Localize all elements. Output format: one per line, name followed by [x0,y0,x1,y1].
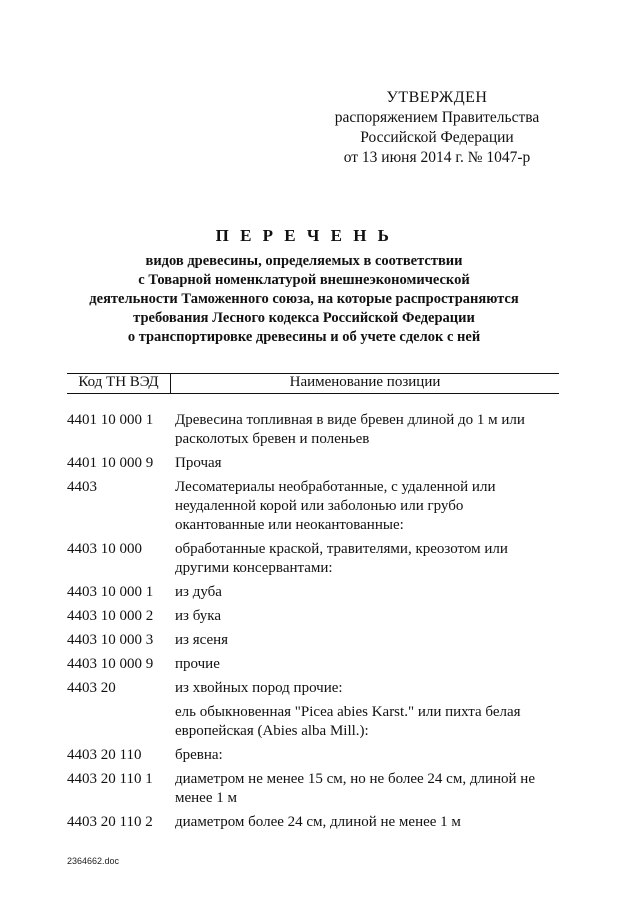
row-code: 4403 10 000 2 [67,608,154,624]
row-code: 4403 20 110 1 [67,771,153,787]
table-row [67,631,547,650]
table-row [67,583,547,602]
document-subtitle [0,252,608,347]
row-name: диаметром не менее 15 см, но не более 24 см, длиной не менее 1 м [175,771,535,806]
table-body [67,411,547,837]
row-code: 4403 20 110 [67,747,142,763]
column-header-code: Код ТН ВЭД [78,374,159,390]
row-name: бревна: [175,747,223,763]
subtitle-line: с Товарной номенклатурой внешнеэкономической [138,272,470,288]
approval-line: Российской Федерации [360,129,514,146]
row-code: 4403 20 [67,680,116,696]
table-row [67,679,547,698]
table-row [67,770,547,808]
row-code: 4401 10 000 9 [67,455,154,471]
subtitle-line: видов древесины, определяемых в соответствии [145,253,463,269]
document-title: П Е Р Е Ч Е Н Ь [215,226,393,245]
subtitle-line: о транспортировке древесины и об учете сделок с ней [127,329,481,345]
row-name: Лесоматериалы необработанные, с удаленной или неудаленной корой или заболонью или грубо окантованные или неокантованные: [175,479,496,533]
table-row [67,607,547,626]
footer-filename: 2364662.doc [67,856,120,866]
subtitle-line: деятельности Таможенного союза, на которые распространяются [89,291,519,307]
approval-title: УТВЕРЖДЕН [386,89,488,106]
column-header-name: Наименование позиции [289,374,441,390]
table-row [67,540,547,578]
table-header [67,373,559,394]
row-name: прочие [175,656,220,672]
table-row [67,478,547,535]
table-row [67,454,547,473]
row-code: 4403 10 000 1 [67,584,154,600]
table-row [67,411,547,449]
approval-line: от 13 июня 2014 г. № 1047-р [343,149,531,166]
table-row [67,813,547,832]
approval-stamp [327,88,547,168]
row-name: из дуба [175,584,222,600]
row-name: Прочая [175,455,222,471]
subtitle-line: требования Лесного кодекса Российской Федерации [133,310,475,326]
row-code: 4403 10 000 [67,541,142,557]
row-code: 4403 20 110 2 [67,814,153,830]
table-row [67,746,547,765]
table-row [67,703,547,741]
row-name: из ясеня [175,632,229,648]
row-name: из хвойных пород прочие: [175,680,343,696]
row-name: ель обыкновенная "Picea abies Karst." или пихта белая европейская (Abies alba Mill.): [175,704,521,739]
approval-line: распоряжением Правительства [334,109,540,126]
row-name: из бука [175,608,221,624]
row-code: 4403 10 000 3 [67,632,154,648]
row-name: обработанные краской, травителями, креозотом или другими консервантами: [175,541,508,576]
table-header-bottom-border [67,393,559,394]
row-name: Древесина топливная в виде бревен длиной до 1 м или расколотых бревен и поленьев [175,412,525,447]
row-code: 4403 10 000 9 [67,656,154,672]
table-row [67,655,547,674]
row-name: диаметром более 24 см, длиной не менее 1 м [175,814,461,830]
row-code: 4403 [67,479,97,495]
row-code: 4401 10 000 1 [67,412,154,428]
